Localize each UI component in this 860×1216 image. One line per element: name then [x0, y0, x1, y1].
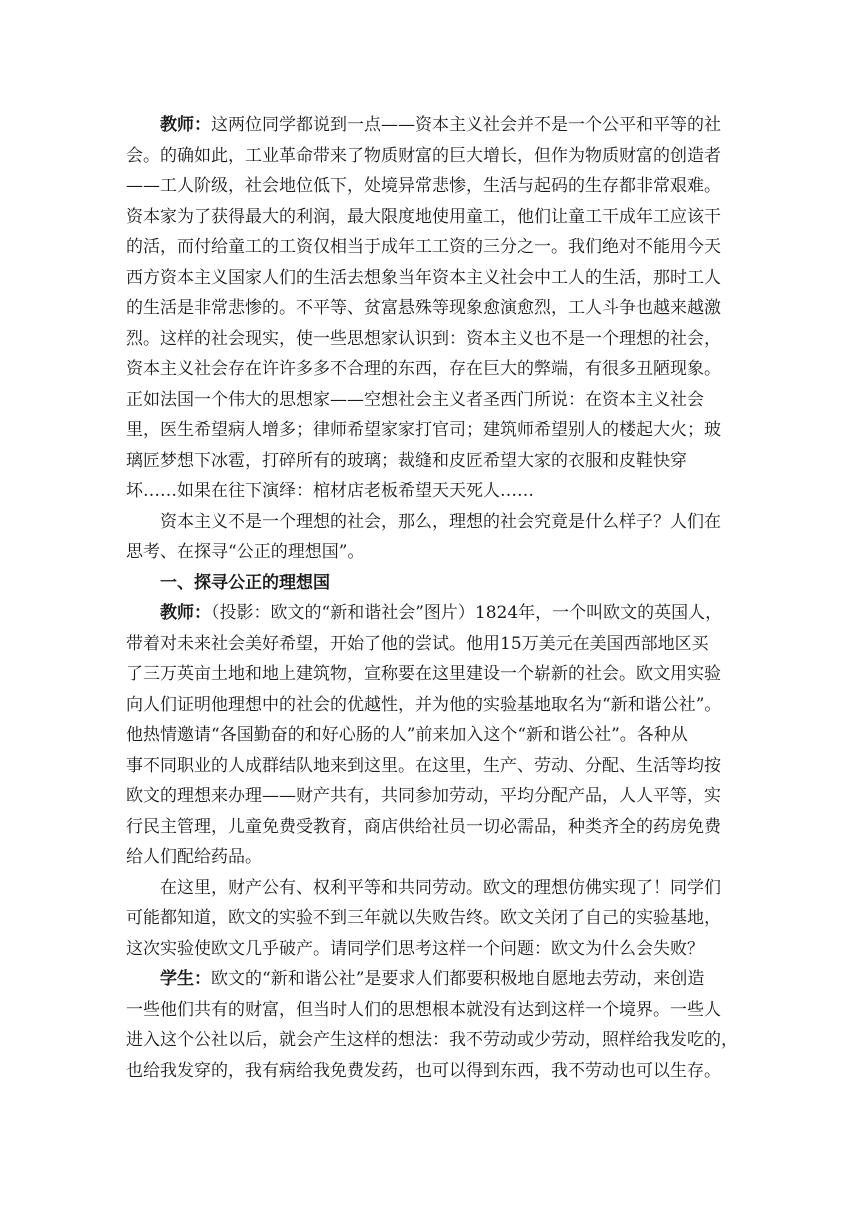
paragraph-line: 也给我发穿的，我有病给我免费发药，也可以得到东西，我不劳动也可以生存。 — [126, 1060, 721, 1081]
speaker-label: 教师： — [160, 115, 211, 135]
paragraph-line: 的生活是非常悲惨的。不平等、贫富悬殊等现象愈演愈烈，工人斗争也越来越激 — [126, 298, 721, 318]
paragraph-line: 在这里，财产公有、权利平等和共同劳动。欧文的理想仿佛实现了！同学们 — [160, 877, 721, 898]
paragraph-line: 资本主义社会存在许许多多不合理的东西，存在巨大的弊端，有很多丑陋现象。 — [126, 359, 721, 379]
paragraph-line: 一些他们共有的财富，但当时人们的思想根本就没有达到这样一个境界。一些人 — [126, 999, 721, 1020]
paragraph-line: 可能都知道，欧文的实验不到三年就以失败告终。欧文关闭了自己的实验基地， — [126, 908, 721, 928]
paragraph-line: 进入这个公社以后，就会产生这样的想法：我不劳动或少劳动，照样给我发吃的， — [126, 1030, 738, 1050]
paragraph-line: 了三万英亩土地和地上建筑物，宣称要在这里建设一个崭新的社会。欧文用实验 — [126, 664, 721, 684]
paragraph-student — [126, 964, 738, 1086]
paragraph-line: 里，医生希望病人增多；律师希望家家打官司；建筑师希望别人的楼起大火；玻 — [126, 420, 721, 440]
paragraph-line: 资本主义不是一个理想的社会，那么，理想的社会究竟是什么样子？人们在 — [160, 511, 721, 532]
paragraph-narration-1 — [126, 507, 721, 568]
speaker-label: 学生： — [160, 969, 211, 989]
paragraph-line: 正如法国一个伟大的思想家——空想社会主义者圣西门所说：在资本主义社会 — [126, 389, 704, 410]
paragraph-narration-2 — [126, 873, 721, 965]
paragraph-line: 欧文的“新和谐公社”是要求人们都要积极地自愿地去劳动，来创造 — [211, 969, 705, 989]
paragraph-line: 坏……如果在往下演绎：棺材店老板希望天天死人…… — [126, 481, 534, 501]
paragraph-line: （投影：欧文的“新和谐社会”图片）1824年，一个叫欧文的英国人， — [211, 603, 723, 623]
speaker-label: 教师： — [160, 603, 211, 623]
paragraph-line: ——工人阶级，社会地位低下，处境异常悲惨，生活与起码的生存都非常艰难。 — [126, 176, 721, 196]
paragraph-line: 向人们证明他理想中的社会的优越性，并为他的实验基地取名为“新和谐公社”。 — [126, 694, 722, 715]
paragraph-line: 璃匠梦想下冰雹，打碎所有的玻璃；裁缝和皮匠希望大家的衣服和皮鞋快穿 — [126, 450, 687, 471]
paragraph-line: 事不同职业的人成群结队地来到这里。在这里，生产、劳动、分配、生活等均按 — [126, 755, 721, 776]
paragraph-teacher-2 — [126, 598, 723, 873]
paragraph-line: 的活，而付给童工的工资仅相当于成年工工资的三分之一。我们绝对不能用今天 — [126, 237, 721, 257]
paragraph-teacher-1 — [126, 110, 721, 507]
paragraph-line: 欧文的理想来办理——财产共有，共同参加劳动，平均分配产品，人人平等，实 — [126, 786, 721, 806]
paragraph-line: 带着对未来社会美好希望，开始了他的尝试。他用15万美元在美国西部地区买 — [126, 633, 709, 654]
section-heading: 一、探寻公正的理想国 — [160, 572, 330, 593]
paragraph-line: 这两位同学都说到一点——资本主义社会并不是一个公平和平等的社 — [211, 115, 721, 135]
paragraph-line: 思考、在探寻“公正的理想国”。 — [126, 542, 365, 562]
paragraph-line: 烈。这样的社会现实，使一些思想家认识到：资本主义也不是一个理想的社会， — [126, 328, 721, 349]
paragraph-line: 行民主管理，儿童免费受教育，商店供给社员一切必需品，种类齐全的药房免费 — [126, 816, 721, 837]
paragraph-line: 这次实验使欧文几乎破产。请同学们思考这样一个问题：欧文为什么会失败？ — [126, 938, 704, 959]
paragraph-line: 资本家为了获得最大的利润，最大限度地使用童工，他们让童工干成年工应该干 — [126, 206, 721, 227]
paragraph-line: 他热情邀请“各国勤奋的和好心肠的人”前来加入这个“新和谐公社”。各种从 — [126, 725, 688, 745]
paragraph-line: 给人们配给药品。 — [126, 847, 262, 867]
paragraph-line: 西方资本主义国家人们的生活去想象当年资本主义社会中工人的生活，那时工人 — [126, 267, 721, 288]
paragraph-line: 会。的确如此，工业革命带来了物质财富的巨大增长，但作为物质财富的创造者 — [126, 145, 721, 166]
document-page — [126, 110, 738, 1086]
